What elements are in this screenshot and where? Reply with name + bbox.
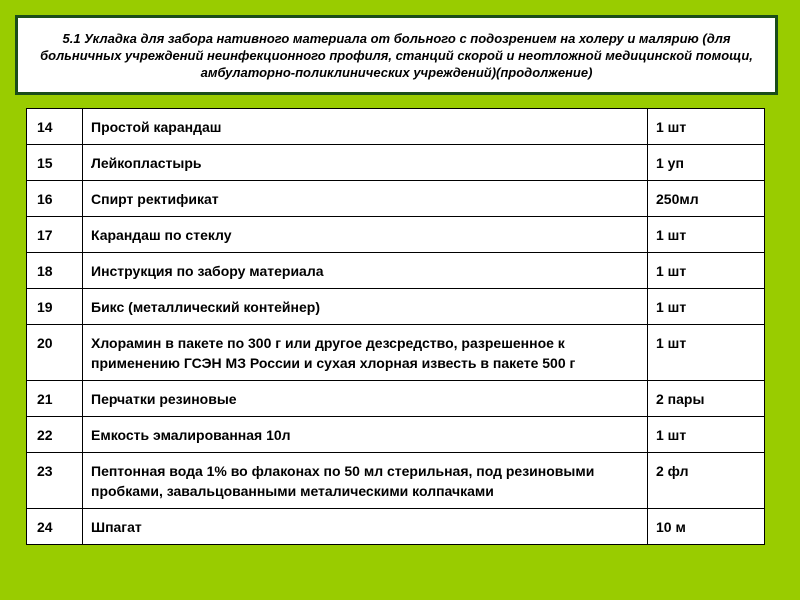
item-quantity: 10 м	[648, 509, 765, 545]
table-row	[27, 509, 765, 545]
table-row	[27, 453, 765, 509]
row-number: 22	[27, 417, 83, 453]
row-number: 19	[27, 289, 83, 325]
item-name: Хлорамин в пакете по 300 г или другое дезсредство, разрешенное к применению ГСЭН МЗ России и сухая хлорная известь в пакете 500 г	[83, 325, 648, 381]
item-name: Карандаш по стеклу	[83, 217, 648, 253]
table-row	[27, 109, 765, 145]
item-quantity: 1 шт	[648, 417, 765, 453]
row-number: 17	[27, 217, 83, 253]
table-container	[26, 108, 764, 545]
item-quantity: 2 фл	[648, 453, 765, 509]
row-number: 16	[27, 181, 83, 217]
item-quantity: 1 шт	[648, 217, 765, 253]
row-number: 15	[27, 145, 83, 181]
table-row	[27, 253, 765, 289]
item-name: Бикс (металлический контейнер)	[83, 289, 648, 325]
table-row	[27, 417, 765, 453]
item-quantity: 1 шт	[648, 253, 765, 289]
item-quantity: 2 пары	[648, 381, 765, 417]
item-quantity: 250мл	[648, 181, 765, 217]
page-title: 5.1 Укладка для забора нативного материала от больного с подозрением на холеру и малярию (для больничных учреждений неинфекционного профиля, станций скорой и неотложной медицинской помощи, амбулаторно-поликлинических учреждений)(продолжение)	[40, 30, 753, 80]
table-row	[27, 289, 765, 325]
table-row	[27, 217, 765, 253]
row-number: 21	[27, 381, 83, 417]
title-box	[15, 15, 778, 95]
item-quantity: 1 уп	[648, 145, 765, 181]
row-number: 24	[27, 509, 83, 545]
row-number: 14	[27, 109, 83, 145]
item-name: Инструкция по забору материала	[83, 253, 648, 289]
item-name: Пептонная вода 1% во флаконах по 50 мл стерильная, под резиновыми пробками, завальцованными металическими колпачками	[83, 453, 648, 509]
row-number: 23	[27, 453, 83, 509]
item-name: Лейкопластырь	[83, 145, 648, 181]
item-name: Перчатки резиновые	[83, 381, 648, 417]
table-row	[27, 325, 765, 381]
item-quantity: 1 шт	[648, 289, 765, 325]
supplies-table	[26, 108, 765, 545]
item-name: Емкость эмалированная 10л	[83, 417, 648, 453]
table-row	[27, 181, 765, 217]
table-row	[27, 145, 765, 181]
item-name: Спирт ректификат	[83, 181, 648, 217]
item-quantity: 1 шт	[648, 109, 765, 145]
item-quantity: 1 шт	[648, 325, 765, 381]
item-name: Шпагат	[83, 509, 648, 545]
table-row	[27, 381, 765, 417]
item-name: Простой карандаш	[83, 109, 648, 145]
row-number: 18	[27, 253, 83, 289]
row-number: 20	[27, 325, 83, 381]
